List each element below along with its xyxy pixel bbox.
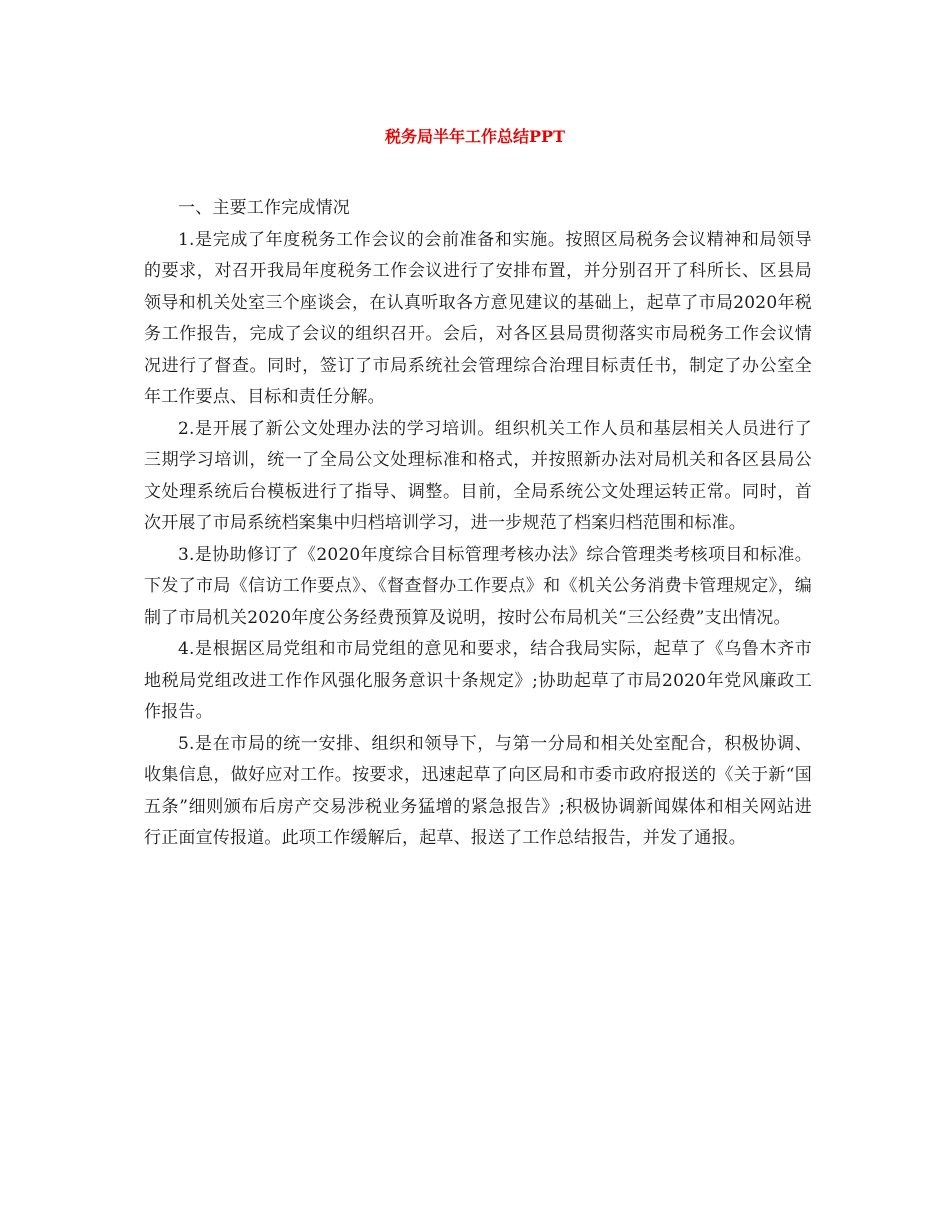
- paragraph-2: 2.是开展了新公文处理办法的学习培训。组织机关工作人员和基层相关人员进行了三期学习培训，统一了全局公文处理标准和格式，并按照新办法对局机关和各区县局公文处理系统后台模板进行了指导、调整。目前，全局系统公文处理运转正常。同时，首次开展了市局系统档案集中归档培训学习，进一步规范了档案归档范围和标准。: [144, 418, 812, 533]
- paragraph-4: 4.是根据区局党组和市局党组的意见和要求，结合我局实际，起草了《乌鲁木齐市地税局党组改进工作作风强化服务意识十条规定》;协助起草了市局2020年党风廉政工作报告。: [144, 639, 812, 722]
- document-title: 税务局半年工作总结PPT: [385, 127, 565, 146]
- paragraph-5: 5.是在市局的统一安排、组织和领导下，与第一分局和相关处室配合，积极协调、收集信息，做好应对工作。按要求，迅速起草了向区局和市委市政府报送的《关于新“国五条”细则颁布后房产交易涉税业务猛增的紧急报告》;积极协调新闻媒体和相关网站进行正面宣传报道。此项工作缓解后，起草、报送了工作总结报告，并发了通报。: [144, 733, 812, 848]
- section-heading: 一、主要工作完成情况: [178, 198, 350, 218]
- document-body: [144, 193, 812, 855]
- paragraph-3: 3.是协助修订了《2020年度综合目标管理考核办法》综合管理类考核项目和标准。下发了市局《信访工作要点》、《督查督办工作要点》和《机关公务消费卡管理规定》，编制了市局机关2020年度公务经费预算及说明，按时公布局机关“三公经费”支出情况。: [144, 544, 812, 628]
- paragraph-1: 1.是完成了年度税务工作会议的会前准备和实施。按照区局税务会议精神和局领导的要求，对召开我局年度税务工作会议进行了安排布置，并分别召开了科所长、区县局领导和机关处室三个座谈会，在认真听取各方意见建议的基础上，起草了市局2020年税务工作报告，完成了会议的组织召开。会后，对各区县局贯彻落实市局税务工作会议情况进行了督查。同时，签订了市局系统社会管理综合治理目标责任书，制定了办公室全年工作要点、目标和责任分解。: [144, 229, 812, 407]
